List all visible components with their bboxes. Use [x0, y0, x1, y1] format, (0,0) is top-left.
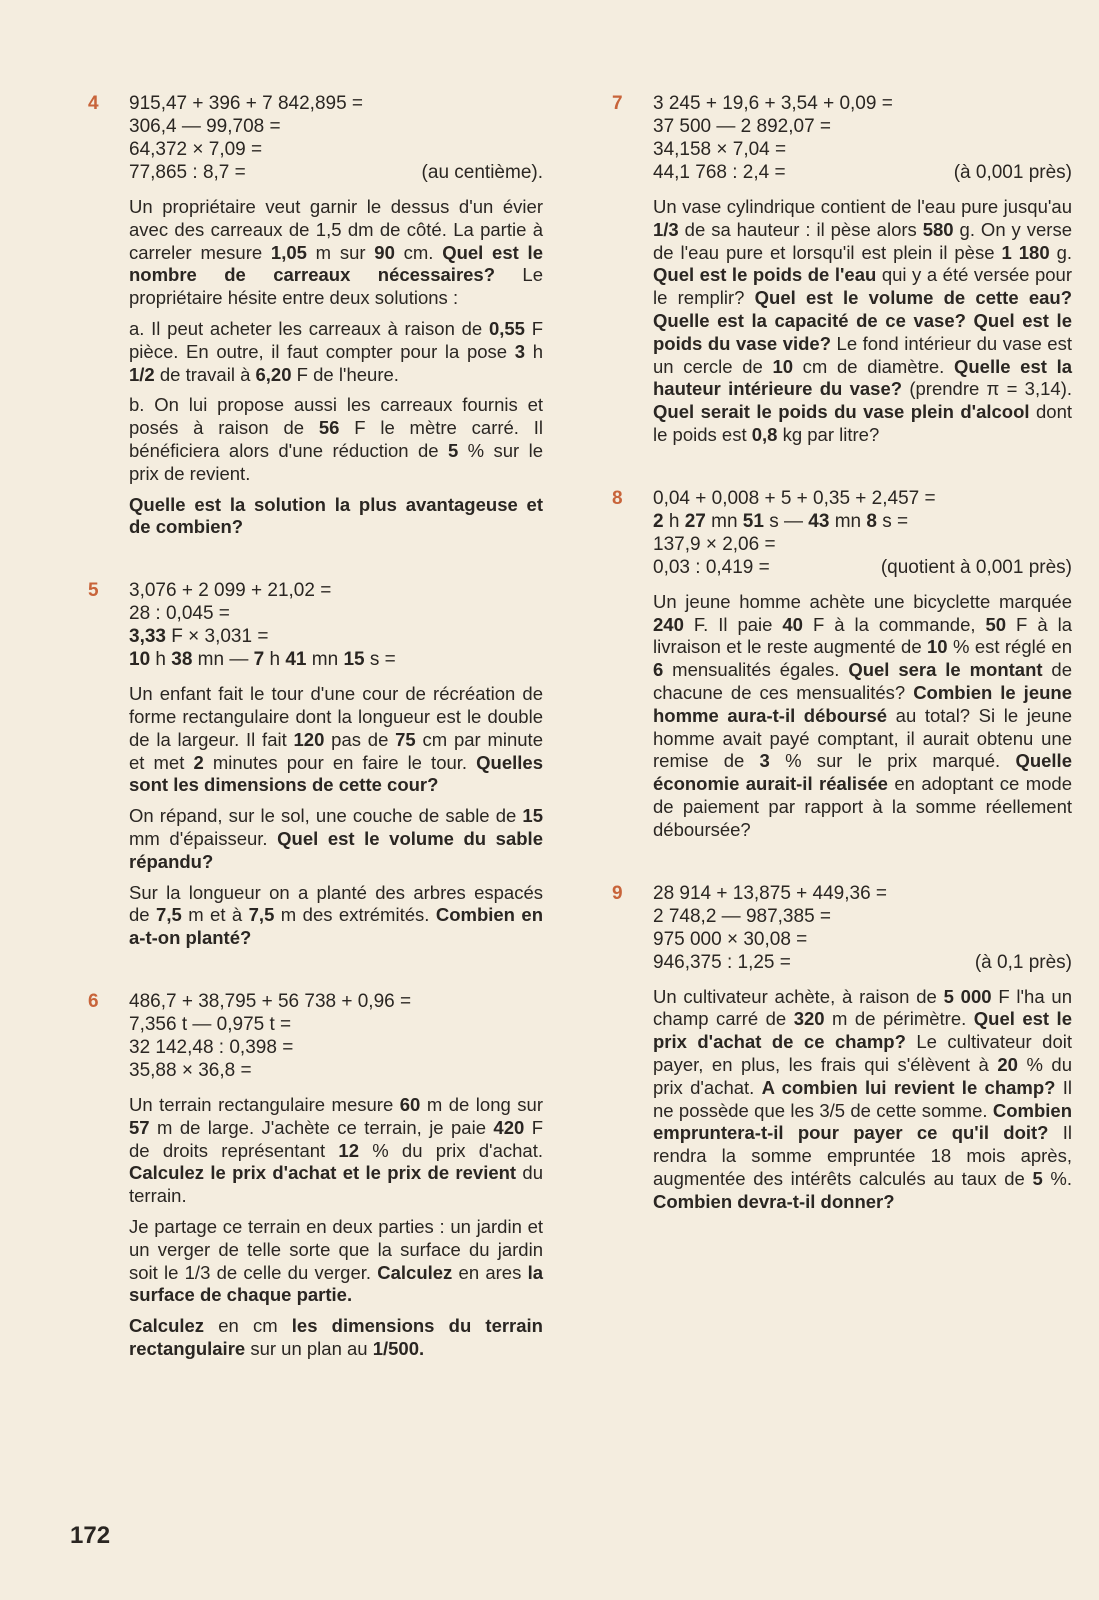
calculation-expression: 28 914 + 13,875 + 449,36 =: [653, 882, 888, 904]
calculation-line: [129, 1036, 543, 1059]
problem-paragraph: Un vase cylindrique contient de l'eau pure jusqu'au 1/3 de sa hauteur : il pèse alors 580 g. On y verse de l'eau pure et lorsqu'il est plein il pèse 1 180 g. Quel est le poids de l'eau qui y a été versée pour le remplir? Quel est le volume de cette eau? Quelle est la capacité de ce vase? Quel est le poids du vase vide? Le fond intérieur du vase est un cercle de 10 cm de diamètre. Quelle est la hauteur intérieure du vase? (prendre π = 3,14). Quel serait le poids du vase plein d'alcool dont le poids est 0,8 kg par litre?: [653, 196, 1073, 445]
calculation-expression: 946,375 : 1,25 =: [653, 951, 791, 973]
calculation-line: [653, 92, 1072, 115]
problem-paragraph: Un terrain rectangulaire mesure 60 m de long sur 57 m de large. J'achète ce terrain, je paie 420 F de droits représentant 12 % du prix d'achat. Calculez le prix d'achat et le prix de revient du terrain.: [129, 1093, 544, 1207]
calculation-expression: 35,88 × 36,8 =: [129, 1059, 252, 1081]
calculation-line: [129, 648, 543, 671]
calculation-line: [653, 487, 1072, 510]
exercise-6: [88, 990, 543, 1361]
calculation-line: [653, 115, 1072, 138]
page-number: 172: [70, 1522, 111, 1549]
calculation-line: [129, 138, 543, 161]
exercise-number: 7: [612, 93, 623, 114]
calculation-expression: 34,158 × 7,04 =: [653, 139, 787, 160]
calculation-expression: 306,4 — 99,708 =: [129, 116, 281, 137]
calculation-note: (au centième).: [421, 162, 543, 183]
exercise-9: [612, 882, 1072, 1214]
calculation-expression: 77,865 : 8,7 =: [129, 162, 246, 183]
calculation-line: [653, 882, 1072, 905]
calculation-line: [129, 92, 543, 115]
calculation-expression: 486,7 + 38,795 + 56 738 + 0,96 =: [129, 990, 412, 1012]
problem-paragraph: On répand, sur le sol, une couche de sable de 15 mm d'épaisseur. Quel est le volume du sable répandu?: [129, 805, 543, 872]
calculation-expression: 32 142,48 : 0,398 =: [129, 1036, 294, 1058]
exercise-7: [612, 92, 1072, 447]
calculation-line: [653, 510, 1072, 533]
calculation-line: [129, 1059, 543, 1082]
calculation-expression: 0,03 : 0,419 =: [653, 556, 770, 578]
calculation-expression: 915,47 + 396 + 7 842,895 =: [129, 93, 364, 114]
calculations: [129, 579, 543, 671]
calculation-expression: 975 000 × 30,08 =: [653, 928, 808, 950]
calculations: [129, 92, 543, 184]
calculation-expression: 7,356 t — 0,975 t =: [129, 1013, 292, 1035]
calculation-expression: 137,9 × 2,06 =: [653, 533, 776, 555]
calculation-line: [129, 990, 543, 1013]
problem-paragraph: Un jeune homme achète une bicyclette marquée 240 F. Il paie 40 F à la commande, 50 F à la livraison et le reste augmenté de 10 % est réglé en 6 mensualités égales. Quel sera le montant de chacune de ces mensualités? Combien le jeune homme aura-t-il déboursé au total? Si le jeune homme avait payé comptant, il aurait obtenu une remise de 3 % sur le prix marqué. Quelle économie aurait-il réalisée en adoptant ce mode de paiement par rapport à la somme réellement déboursée?: [653, 590, 1073, 840]
calculation-expression: 37 500 — 2 892,07 =: [653, 116, 832, 137]
calculation-line: [129, 115, 543, 138]
calculation-note: (à 0,001 près): [953, 162, 1072, 183]
problem-paragraph: Un enfant fait le tour d'une cour de récréation de forme rectangulaire dont la longueur est le double de la largeur. Il fait 120 pas de 75 cm par minute et met 2 minutes pour en faire le tour. Quelles sont les dimensions de cette cour?: [129, 683, 543, 796]
problem-paragraph: b. On lui propose aussi les carreaux fournis et posés à raison de 56 F le mètre carré. Il bénéficiera alors d'une réduction de 5 % sur le prix de revient.: [129, 394, 544, 484]
exercise-4: [88, 92, 543, 539]
calculation-line: [653, 951, 1072, 974]
calculation-note: (quotient à 0,001 près): [880, 556, 1072, 578]
calculation-expression: 3 245 + 19,6 + 3,54 + 0,09 =: [653, 93, 893, 114]
calculation-note: (à 0,1 près): [974, 951, 1072, 973]
calculation-expression: 2 748,2 — 987,385 =: [653, 905, 832, 927]
problem-paragraph: a. Il peut acheter les carreaux à raison de 0,55 F pièce. En outre, il faut compter pour la pose 3 h 1/2 de travail à 6,20 F de l'heure.: [129, 317, 543, 385]
calculation-line: [129, 625, 543, 648]
calculations: [653, 487, 1072, 579]
problem-paragraph: Calculez en cm les dimensions du terrain rectangulaire sur un plan au 1/500.: [129, 1315, 543, 1359]
calculation-line: [653, 556, 1072, 579]
problem-paragraph: Sur la longueur on a planté des arbres espacés de 7,5 m et à 7,5 m des extrémités. Combien en a-t-on planté?: [129, 881, 543, 949]
problem-paragraph: Un propriétaire veut garnir le dessus d'un évier avec des carreaux de 1,5 dm de côté. La partie à carreler mesure 1,05 m sur 90 cm. Quel est le nombre de carreaux nécessaires? Le propriétaire hésite entre deux solutions :: [129, 196, 544, 309]
left-column: [88, 92, 543, 1401]
calculation-line: [129, 602, 543, 625]
exercise-8: [612, 487, 1072, 842]
exercise-number: 9: [612, 882, 623, 904]
calculation-expression: 10 h 38 mn — 7 h 41 mn 15 s =: [129, 649, 396, 671]
calculation-expression: 28 : 0,045 =: [129, 603, 230, 625]
right-column: [612, 92, 1072, 1254]
problem-paragraph: Un cultivateur achète, à raison de 5 000 F l'ha un champ carré de 320 m de périmètre. Quel est le prix d'achat de ce champ? Le cultivateur doit payer, en plus, les frais qui s'élèvent à 20 % du prix d'achat. A combien lui revient le champ? Il ne possède que les 3/5 de cette somme. Combien empruntera-t-il pour payer ce qu'il doit? Il rendra la somme empruntée 18 mois après, augmentée des intérêts calculés au taux de 5 %. Combien devra-t-il donner?: [653, 985, 1072, 1212]
exercise-number: 5: [88, 580, 99, 602]
calculations: [653, 882, 1072, 974]
calculation-line: [129, 1013, 543, 1036]
calculation-line: [653, 905, 1072, 928]
calculation-line: [129, 161, 543, 184]
exercise-5: [88, 579, 543, 950]
calculations: [129, 990, 543, 1082]
calculation-expression: 44,1 768 : 2,4 =: [653, 162, 786, 183]
problem-paragraph: Quelle est la solution la plus avantageuse et de combien?: [129, 493, 543, 538]
calculation-line: [653, 533, 1072, 556]
calculation-expression: 2 h 27 mn 51 s — 43 mn 8 s =: [653, 510, 909, 532]
exercise-number: 6: [88, 990, 99, 1012]
calculation-expression: 3,076 + 2 099 + 21,02 =: [129, 580, 332, 602]
exercise-number: 8: [612, 487, 623, 509]
problem-paragraph: Je partage ce terrain en deux parties : un jardin et un verger de telle sorte que la surface du jardin soit le 1/3 de celle du verger. Calculez en ares la surface de chaque partie.: [129, 1215, 543, 1306]
calculations: [653, 92, 1072, 184]
calculation-line: [129, 579, 543, 602]
calculation-line: [653, 138, 1072, 161]
calculation-expression: 3,33 F × 3,031 =: [129, 626, 269, 648]
calculation-line: [653, 161, 1072, 184]
exercise-number: 4: [88, 93, 99, 114]
calculation-expression: 64,372 × 7,09 =: [129, 139, 263, 160]
calculation-expression: 0,04 + 0,008 + 5 + 0,35 + 2,457 =: [653, 487, 936, 509]
calculation-line: [653, 928, 1072, 951]
